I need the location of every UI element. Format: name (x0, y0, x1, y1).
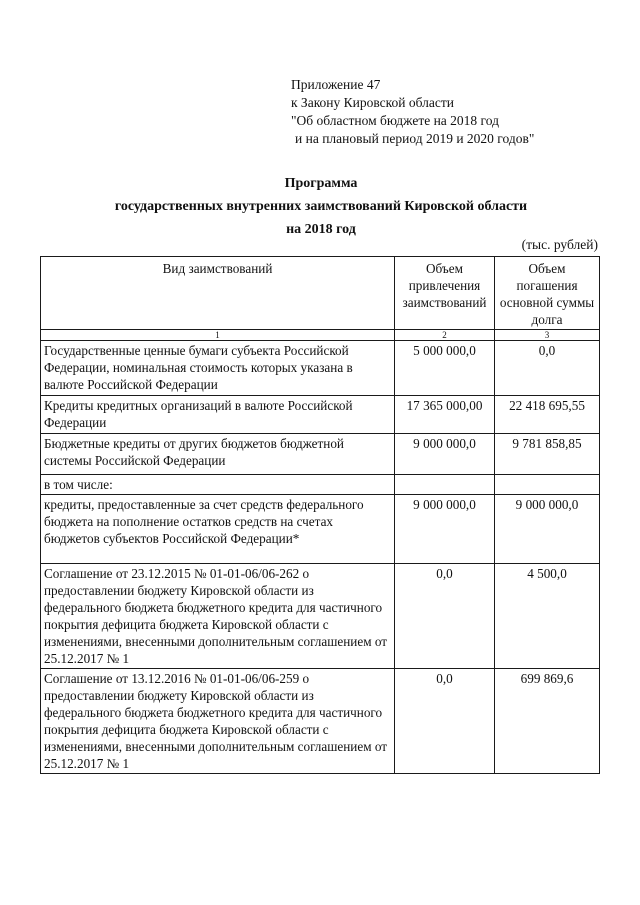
column-number: 1 (41, 330, 395, 341)
repayment-cell: 22 418 695,55 (495, 396, 600, 434)
borrowing-type-cell: Бюджетные кредиты от других бюджетов бюджетной системы Российской Федерации (41, 434, 395, 475)
borrowing-type-cell: в том числе: (41, 475, 395, 495)
repayment-cell: 9 781 858,85 (495, 434, 600, 475)
title-line: Программа (284, 176, 358, 191)
document-title (40, 172, 602, 241)
table-row (41, 434, 600, 475)
borrowing-type-cell: Государственные ценные бумаги субъекта Российской Федерации, номинальная стоимость которых указана в валюте Российской Федерации (41, 341, 395, 396)
column-header-repayment: Объем погашения основной суммы долга (495, 257, 600, 330)
borrowing-table (40, 256, 600, 774)
table-row (41, 495, 600, 564)
column-header-attraction: Объем привлечения заимствований (395, 257, 495, 330)
table-row (41, 564, 600, 669)
borrowing-type-cell: кредиты, предоставленные за счет средств федерального бюджета на пополнение остатков средств на счетах бюджетов субъектов Российской Федерации* (41, 495, 395, 564)
repayment-cell: 4 500,0 (495, 564, 600, 669)
repayment-cell: 699 869,6 (495, 669, 600, 774)
attraction-cell (395, 475, 495, 495)
appendix-line: к Закону Кировской области (291, 95, 455, 110)
table-row (41, 396, 600, 434)
column-header-type: Вид заимствований (41, 257, 395, 330)
column-number: 3 (495, 330, 600, 341)
repayment-cell: 0,0 (495, 341, 600, 396)
attraction-cell: 17 365 000,00 (395, 396, 495, 434)
units-label: (тыс. рублей) (521, 237, 598, 252)
repayment-cell: 9 000 000,0 (495, 495, 600, 564)
column-number-row (41, 330, 600, 341)
attraction-cell: 9 000 000,0 (395, 495, 495, 564)
appendix-line: Приложение 47 (291, 77, 381, 92)
table-row (41, 341, 600, 396)
table-row (41, 475, 600, 495)
borrowing-type-cell: Соглашение от 23.12.2015 № 01-01-06/06-262 о предоставлении бюджету Кировской области из федерального бюджета бюджетного кредита для частичного покрытия дефицита бюджета Кировской области с изменениями, внесенными дополнительным соглашением от 25.12.2017 № 1 (41, 564, 395, 669)
appendix-header (291, 76, 534, 148)
table-row (41, 669, 600, 774)
borrowing-type-cell: Кредиты кредитных организаций в валюте Российской Федерации (41, 396, 395, 434)
title-line: на 2018 год (286, 222, 356, 237)
appendix-line: и на плановый период 2019 и 2020 годов" (295, 131, 535, 146)
table-header-row (41, 257, 600, 330)
repayment-cell (495, 475, 600, 495)
attraction-cell: 9 000 000,0 (395, 434, 495, 475)
attraction-cell: 0,0 (395, 669, 495, 774)
borrowing-type-cell: Соглашение от 13.12.2016 № 01-01-06/06-259 о предоставлении бюджету Кировской области из федерального бюджета бюджетного кредита для частичного покрытия дефицита бюджета Кировской области с изменениями, внесенными дополнительным соглашением от 25.12.2017 № 1 (41, 669, 395, 774)
appendix-line: "Об областном бюджете на 2018 год (291, 113, 499, 128)
title-line: государственных внутренних заимствований Кировской области (114, 199, 528, 214)
attraction-cell: 5 000 000,0 (395, 341, 495, 396)
attraction-cell: 0,0 (395, 564, 495, 669)
column-number: 2 (395, 330, 495, 341)
